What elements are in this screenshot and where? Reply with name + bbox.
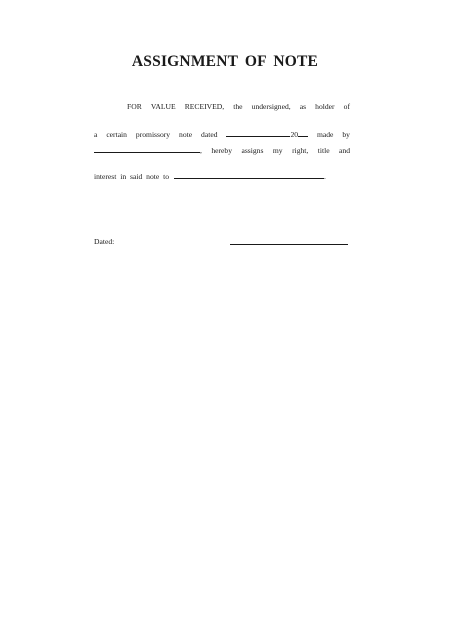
- word: a: [94, 130, 98, 139]
- body-line-4: [94, 171, 350, 182]
- body-line-2: [94, 129, 350, 140]
- word: dated: [201, 130, 218, 139]
- word: made: [316, 130, 334, 139]
- document-title: ASSIGNMENT OF NOTE: [131, 53, 319, 70]
- word: and: [339, 146, 350, 155]
- maker-group: [94, 145, 202, 156]
- word: assigns: [241, 146, 264, 155]
- date-year-group: [226, 129, 308, 140]
- word: right,: [292, 146, 309, 155]
- signature-line[interactable]: [230, 244, 348, 245]
- maker-blank[interactable]: [94, 145, 200, 153]
- word: promissory: [135, 130, 171, 139]
- word: by: [342, 130, 350, 139]
- word: undersigned,: [251, 102, 291, 111]
- word: the: [233, 102, 243, 111]
- dated-label: Dated:: [94, 237, 115, 246]
- word: my: [272, 146, 283, 155]
- word: certain: [106, 130, 127, 139]
- body-line-1: [127, 102, 350, 112]
- word: holder: [315, 102, 335, 111]
- word: as: [299, 102, 307, 111]
- word: FOR: [127, 102, 142, 111]
- date-blank[interactable]: [226, 129, 290, 137]
- word: of: [343, 102, 350, 111]
- body-line-3: [94, 145, 350, 156]
- comma: ,: [200, 146, 202, 155]
- word: RECEIVED,: [184, 102, 225, 111]
- assignee-text: interest in said note to: [94, 172, 170, 181]
- period: .: [323, 172, 326, 181]
- word: VALUE: [150, 102, 176, 111]
- year-prefix: 20: [290, 130, 299, 139]
- word: hereby: [211, 146, 233, 155]
- word: title: [317, 146, 330, 155]
- word: note: [179, 130, 193, 139]
- year-blank[interactable]: [298, 129, 308, 137]
- assignee-blank[interactable]: [174, 171, 324, 179]
